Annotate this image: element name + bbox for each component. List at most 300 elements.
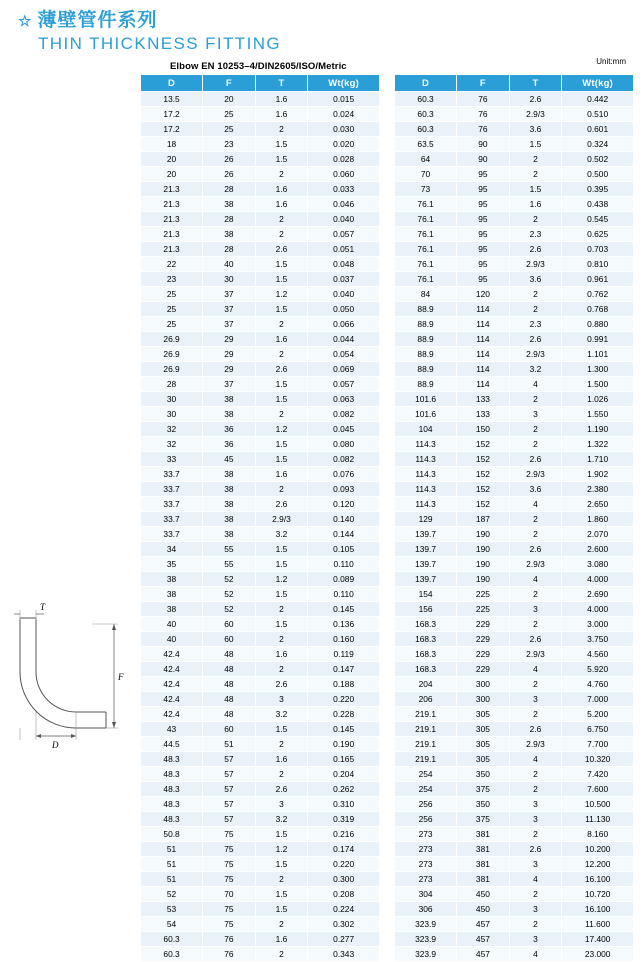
cell-f: 114 [457,317,510,332]
cell-f: 350 [457,767,510,782]
cell-wt: 1.902 [562,467,634,482]
cell-d: 139.7 [395,557,457,572]
cell-t: 3 [509,902,562,917]
table-row [395,902,634,917]
table-row [395,182,634,197]
cell-t: 2.6 [255,677,308,692]
table-row [141,482,380,497]
cell-f: 190 [457,542,510,557]
cell-t: 2 [255,347,308,362]
table-row [395,527,634,542]
cell-f: 60 [203,617,256,632]
cell-wt: 4.760 [562,677,634,692]
cell-t: 2.9/3 [509,557,562,572]
table-row [141,737,380,752]
cell-wt: 1.026 [562,392,634,407]
column-header-f: F [203,75,256,92]
table-row [141,797,380,812]
cell-f: 48 [203,707,256,722]
table-row [395,272,634,287]
cell-wt: 0.438 [562,197,634,212]
title-cn-row [18,10,644,32]
cell-f: 55 [203,542,256,557]
cell-f: 37 [203,302,256,317]
cell-f: 57 [203,752,256,767]
cell-t: 3 [509,692,562,707]
cell-t: 1.5 [255,377,308,392]
cell-t: 2 [509,212,562,227]
table-row [141,617,380,632]
cell-d: 139.7 [395,572,457,587]
cell-d: 323.9 [395,947,457,962]
page-title-en: THIN THICKNESS FITTING [38,34,281,53]
cell-d: 114.3 [395,452,457,467]
column-header-wt: Wt(kg) [308,75,380,92]
cell-d: 28 [141,377,203,392]
cell-t: 1.6 [255,467,308,482]
cell-wt: 0.262 [308,782,380,797]
cell-d: 206 [395,692,457,707]
cell-f: 300 [457,677,510,692]
table-row [141,332,380,347]
cell-d: 25 [141,302,203,317]
table-row [141,602,380,617]
table-row [141,347,380,362]
cell-wt: 0.040 [308,212,380,227]
cell-f: 76 [203,947,256,962]
table-row [395,827,634,842]
cell-f: 38 [203,392,256,407]
cell-t: 2.9/3 [509,737,562,752]
cell-d: 44.5 [141,737,203,752]
cell-wt: 0.044 [308,332,380,347]
cell-wt: 0.500 [562,167,634,182]
cell-f: 95 [457,272,510,287]
table-row [395,932,634,947]
cell-t: 2 [509,287,562,302]
cell-t: 1.5 [255,827,308,842]
table-row [141,287,380,302]
cell-d: 32 [141,422,203,437]
cell-d: 43 [141,722,203,737]
cell-t: 2 [255,122,308,137]
cell-d: 33.7 [141,467,203,482]
cell-d: 254 [395,782,457,797]
cell-t: 3 [255,797,308,812]
table-row [395,767,634,782]
cell-wt: 0.174 [308,842,380,857]
cell-t: 1.5 [255,617,308,632]
table-row [395,872,634,887]
cell-f: 190 [457,557,510,572]
cell-t: 3 [509,407,562,422]
cell-t: 1.5 [255,722,308,737]
cell-t: 3 [509,812,562,827]
cell-wt: 0.190 [308,737,380,752]
cell-t: 2.9/3 [509,107,562,122]
cell-t: 3 [509,857,562,872]
cell-d: 33.7 [141,512,203,527]
cell-f: 36 [203,437,256,452]
table-row [395,737,634,752]
cell-f: 55 [203,557,256,572]
cell-f: 450 [457,902,510,917]
cell-wt: 1.322 [562,437,634,452]
cell-t: 1.6 [255,332,308,347]
table-row [141,197,380,212]
table-row [141,647,380,662]
cell-t: 1.5 [255,542,308,557]
table-row [141,782,380,797]
cell-t: 2 [509,437,562,452]
cell-d: 20 [141,152,203,167]
cell-wt: 0.220 [308,692,380,707]
cell-wt: 0.216 [308,827,380,842]
cell-wt: 8.160 [562,827,634,842]
cell-wt: 0.502 [562,152,634,167]
table-row [141,587,380,602]
table-row [395,197,634,212]
cell-f: 26 [203,167,256,182]
cell-d: 323.9 [395,932,457,947]
cell-t: 1.6 [255,197,308,212]
cell-wt: 3.000 [562,617,634,632]
cell-wt: 7.420 [562,767,634,782]
cell-f: 305 [457,737,510,752]
cell-t: 1.2 [255,842,308,857]
page-title-cn: 薄壁管件系列 [37,10,158,31]
cell-t: 1.6 [255,92,308,107]
table-row [395,227,634,242]
table-row [395,617,634,632]
standard-reference: Elbow EN 10253–4/DIN2605/ISO/Metric [170,61,347,72]
cell-d: 60.3 [395,122,457,137]
cell-f: 57 [203,812,256,827]
cell-d: 54 [141,917,203,932]
cell-wt: 0.208 [308,887,380,902]
table-row [141,497,380,512]
cell-wt: 1.860 [562,512,634,527]
cell-wt: 0.048 [308,257,380,272]
table-row [141,512,380,527]
cell-d: 139.7 [395,527,457,542]
cell-wt: 0.880 [562,317,634,332]
table-row [141,557,380,572]
cell-wt: 0.703 [562,242,634,257]
cell-t: 1.6 [255,647,308,662]
cell-wt: 10.200 [562,842,634,857]
table-row [141,152,380,167]
cell-d: 20 [141,167,203,182]
table-row [395,887,634,902]
cell-f: 152 [457,497,510,512]
cell-f: 190 [457,527,510,542]
table-row [395,107,634,122]
cell-t: 2.6 [509,722,562,737]
table-row [141,767,380,782]
cell-d: 204 [395,677,457,692]
cell-wt: 0.082 [308,407,380,422]
cell-t: 2 [509,707,562,722]
cell-t: 2.3 [509,317,562,332]
cell-f: 150 [457,422,510,437]
table-row [141,872,380,887]
table-row [141,107,380,122]
cell-wt: 0.024 [308,107,380,122]
cell-d: 30 [141,392,203,407]
cell-wt: 0.319 [308,812,380,827]
cell-d: 21.3 [141,242,203,257]
cell-t: 1.5 [255,392,308,407]
cell-t: 4 [509,572,562,587]
cell-f: 305 [457,722,510,737]
cell-t: 2.9/3 [509,257,562,272]
cell-wt: 7.600 [562,782,634,797]
cell-wt: 3.750 [562,632,634,647]
table-row [141,812,380,827]
cell-wt: 0.510 [562,107,634,122]
table-row [395,512,634,527]
cell-wt: 2.650 [562,497,634,512]
cell-wt: 0.093 [308,482,380,497]
cell-wt: 11.600 [562,917,634,932]
cell-wt: 0.119 [308,647,380,662]
table-header-row [141,75,380,92]
cell-t: 2.6 [509,92,562,107]
cell-t: 2 [509,887,562,902]
cell-d: 256 [395,812,457,827]
cell-wt: 16.100 [562,902,634,917]
table-row [395,557,634,572]
cell-wt: 0.076 [308,467,380,482]
table-row [395,782,634,797]
cell-d: 114.3 [395,482,457,497]
cell-d: 25 [141,287,203,302]
cell-wt: 0.302 [308,917,380,932]
cell-t: 3.2 [255,707,308,722]
cell-t: 2.9/3 [509,467,562,482]
cell-d: 17.2 [141,122,203,137]
cell-wt: 0.105 [308,542,380,557]
cell-f: 229 [457,617,510,632]
cell-t: 1.5 [255,887,308,902]
cell-f: 225 [457,602,510,617]
cell-f: 114 [457,332,510,347]
table-row [395,377,634,392]
cell-wt: 0.040 [308,287,380,302]
table-row [141,632,380,647]
cell-d: 53 [141,902,203,917]
cell-t: 2.6 [509,332,562,347]
cell-f: 57 [203,767,256,782]
cell-d: 21.3 [141,182,203,197]
table-row [395,722,634,737]
cell-wt: 0.110 [308,557,380,572]
cell-t: 2.6 [509,452,562,467]
cell-wt: 0.991 [562,332,634,347]
table-row [395,212,634,227]
cell-wt: 0.442 [562,92,634,107]
cell-wt: 0.228 [308,707,380,722]
cell-f: 375 [457,812,510,827]
cell-t: 1.6 [255,182,308,197]
cell-f: 38 [203,467,256,482]
cell-t: 2 [509,152,562,167]
table-row [395,362,634,377]
table-row [141,242,380,257]
dim-label-d: D [52,740,59,750]
cell-d: 34 [141,542,203,557]
cell-t: 1.5 [255,272,308,287]
cell-f: 114 [457,302,510,317]
cell-f: 95 [457,242,510,257]
cell-t: 4 [509,497,562,512]
cell-f: 120 [457,287,510,302]
cell-d: 101.6 [395,407,457,422]
cell-wt: 11.130 [562,812,634,827]
cell-f: 375 [457,782,510,797]
cell-wt: 0.140 [308,512,380,527]
cell-t: 2.9/3 [509,347,562,362]
cell-wt: 16.100 [562,872,634,887]
table-row [141,407,380,422]
cell-t: 2.6 [255,362,308,377]
spec-table-right [394,74,634,962]
table-row [141,887,380,902]
cell-t: 2.6 [509,242,562,257]
cell-f: 40 [203,257,256,272]
cell-wt: 0.545 [562,212,634,227]
cell-f: 48 [203,692,256,707]
table-header-row [395,75,634,92]
cell-wt: 6.750 [562,722,634,737]
cell-wt: 0.224 [308,902,380,917]
cell-f: 38 [203,497,256,512]
column-header-f: F [457,75,510,92]
cell-t: 2 [255,917,308,932]
cell-f: 152 [457,482,510,497]
column-header-t: T [509,75,562,92]
cell-wt: 0.395 [562,182,634,197]
cell-wt: 12.200 [562,857,634,872]
cell-f: 190 [457,572,510,587]
cell-d: 33.7 [141,497,203,512]
table-row [395,677,634,692]
cell-t: 2 [255,317,308,332]
cell-f: 25 [203,122,256,137]
cell-d: 60.3 [395,107,457,122]
table-row [395,302,634,317]
table-row [141,752,380,767]
table-row [141,947,380,962]
cell-wt: 0.050 [308,302,380,317]
table-row [395,347,634,362]
table-row [141,467,380,482]
cell-t: 2 [509,392,562,407]
cell-d: 48.3 [141,812,203,827]
cell-t: 2.6 [509,632,562,647]
cell-d: 88.9 [395,362,457,377]
table-row [141,842,380,857]
cell-wt: 2.690 [562,587,634,602]
cell-wt: 0.069 [308,362,380,377]
cell-f: 450 [457,887,510,902]
table-row [395,467,634,482]
table-row [141,527,380,542]
cell-d: 104 [395,422,457,437]
cell-wt: 0.160 [308,632,380,647]
cell-d: 88.9 [395,332,457,347]
cell-wt: 3.080 [562,557,634,572]
cell-f: 133 [457,407,510,422]
cell-wt: 0.020 [308,137,380,152]
cell-t: 4 [509,947,562,962]
cell-f: 29 [203,347,256,362]
cell-d: 88.9 [395,317,457,332]
table-row [395,647,634,662]
table-row [395,482,634,497]
column-header-t: T [255,75,308,92]
cell-d: 32 [141,437,203,452]
cell-d: 51 [141,842,203,857]
cell-d: 273 [395,827,457,842]
cell-d: 168.3 [395,647,457,662]
column-header-d: D [395,75,457,92]
cell-d: 23 [141,272,203,287]
cell-d: 63.5 [395,137,457,152]
cell-f: 95 [457,197,510,212]
cell-t: 2 [255,602,308,617]
cell-t: 2 [255,212,308,227]
cell-t: 2.6 [509,542,562,557]
cell-wt: 0.165 [308,752,380,767]
cell-f: 76 [457,107,510,122]
cell-d: 219.1 [395,707,457,722]
cell-t: 2 [255,662,308,677]
table-row [395,242,634,257]
cell-d: 17.2 [141,107,203,122]
cell-f: 381 [457,827,510,842]
cell-wt: 0.601 [562,122,634,137]
cell-f: 187 [457,512,510,527]
table-row [141,677,380,692]
cell-t: 1.5 [255,587,308,602]
table-row [141,212,380,227]
cell-wt: 0.145 [308,722,380,737]
cell-wt: 5.920 [562,662,634,677]
cell-t: 2 [255,227,308,242]
cell-t: 3 [255,692,308,707]
table-row [141,542,380,557]
cell-wt: 0.110 [308,587,380,602]
cell-d: 26.9 [141,347,203,362]
table-row [141,827,380,842]
cell-t: 2 [255,482,308,497]
cell-f: 29 [203,362,256,377]
cell-f: 305 [457,707,510,722]
cell-d: 88.9 [395,347,457,362]
cell-f: 57 [203,797,256,812]
cell-f: 75 [203,872,256,887]
cell-f: 38 [203,407,256,422]
table-row [395,317,634,332]
cell-f: 76 [203,932,256,947]
table-row [141,92,380,107]
cell-t: 1.2 [255,422,308,437]
cell-f: 152 [457,437,510,452]
cell-wt: 7.700 [562,737,634,752]
cell-t: 3.6 [509,272,562,287]
